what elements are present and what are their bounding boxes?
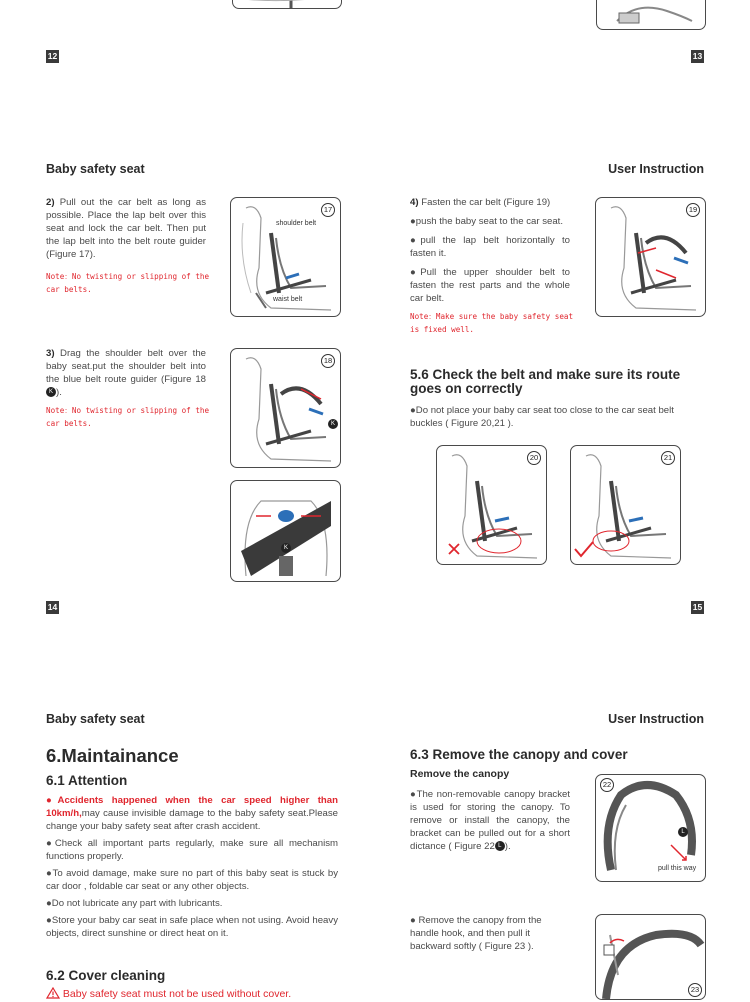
step-4-note: Note：Make sure the baby safety seat is fixed well. <box>410 312 574 334</box>
figure-20-number: 20 <box>527 451 541 465</box>
step-4-heading: Fasten the car belt (Figure 19) <box>421 197 551 208</box>
section-6-3-text-2: ● Remove the canopy from the handle hook, and then pull it backward softly ( Figure 23 ). <box>410 915 542 952</box>
figure-21-number: 21 <box>661 451 675 465</box>
step-2-number: 2) <box>46 197 55 208</box>
attention-bullet-3: ●To avoid damage, make sure no part of this baby seat is stuck by car door , foldable car seat or any other objects. <box>46 868 338 892</box>
figure-fragment-right <box>596 0 706 30</box>
section-5-6-title: 5.6 Check the belt and make sure its route goes on correctly <box>410 367 681 396</box>
page-number-14: 14 <box>47 602 58 612</box>
step-3-text <box>46 347 206 399</box>
step-4-bullet-2: ●pull the lap belt horizontally to fasten it. <box>410 235 570 259</box>
attention-bullet-1-red: ●Accidents happened when the car speed higher than 10km/h, <box>46 795 338 819</box>
section-6-3-text-1 <box>410 788 570 853</box>
step-3-body: Drag the shoulder belt over the baby seat.put the shoulder belt into the blue belt route guider (Figure 18 <box>46 348 206 385</box>
figure-23-number: 23 <box>688 983 702 997</box>
header-left-2: Baby safety seat <box>46 712 145 726</box>
figure-17-number: 17 <box>321 203 335 217</box>
step-3-note: Note：No twisting or slipping of the car belts. <box>46 406 210 428</box>
attention-bullet-1 <box>46 794 338 833</box>
step-2-text <box>46 196 206 261</box>
figure-19-number: 19 <box>686 203 700 217</box>
step-3-number: 3) <box>46 348 55 359</box>
step-4-bullet-1: ●push the baby seat to the car seat. <box>410 216 563 227</box>
attention-title: 6.1 Attention <box>46 773 128 788</box>
figure-18 <box>230 348 341 468</box>
figure-19 <box>595 197 706 317</box>
section-6-3-text-1-end: ). <box>504 841 511 852</box>
pull-this-way-label: pull this way <box>658 865 697 872</box>
attention-bullet-4: ●Do not lubricate any part with lubricants. <box>46 898 223 909</box>
figure-22-l-marker: L <box>678 827 688 837</box>
figure-22 <box>595 774 706 882</box>
k-marker-icon: K <box>46 387 56 397</box>
figure-17 <box>230 197 341 317</box>
step-2-body: Pull out the car belt as long as possible. Place the lap belt over this seat and lock the car belt. Then put the lap belt into the belt route guider (Figure 17). <box>46 197 206 260</box>
figure-fragment-left <box>232 0 342 9</box>
cover-warning-text: Baby safety seat must not be used without cover. <box>62 988 292 1000</box>
page-number-13: 13 <box>692 51 703 61</box>
header-right-2: User Instruction <box>608 712 704 726</box>
figure-18-k-marker: K <box>328 419 338 429</box>
cover-cleaning-title: 6.2 Cover cleaning <box>46 968 166 983</box>
step-2-note: Note：No twisting or slipping of the car belts. <box>46 272 210 294</box>
figure-20 <box>436 445 547 565</box>
l-marker-icon: L <box>495 841 505 851</box>
figure-21 <box>570 445 681 565</box>
figure-18-number: 18 <box>321 354 335 368</box>
figure-18-detail <box>230 480 341 582</box>
attention-bullet-1-rest: may cause invisible damage to the baby safety seat.Please change your baby safety seat after crash accident. <box>46 808 338 832</box>
remove-canopy-subtitle: Remove the canopy <box>410 768 510 780</box>
step-4-bullet-3: ●Pull the upper shoulder belt to fasten the rest parts and the whole car belt. <box>410 267 570 304</box>
figure-17-waist-belt-label: waist belt <box>273 296 303 303</box>
figure-17-shoulder-belt-label: shoulder belt <box>276 220 317 227</box>
maintenance-title: 6.Maintainance <box>46 745 179 766</box>
figure-18-detail-k-marker: K <box>281 543 291 553</box>
step-3-body-end: ). <box>56 387 62 398</box>
section-6-3-title: 6.3 Remove the canopy and cover <box>410 747 628 762</box>
figure-23 <box>595 914 706 1000</box>
header-left: Baby safety seat <box>46 162 145 176</box>
page-number-12: 12 <box>47 51 58 61</box>
header-right: User Instruction <box>608 162 704 176</box>
step-4-number: 4) <box>410 197 419 208</box>
step-4-title <box>410 196 575 209</box>
attention-bullet-5: ●Store your baby car seat in safe place when not using. Avoid heavy objects, direct sunshine or direct heat on it. <box>46 915 338 939</box>
section-6-3-text-1-body: ●The non-removable canopy bracket is used for storing the canopy. To remove or install the canopy, the bracket can be pulled out for a short dictance ( Figure 22 <box>410 789 570 852</box>
page-number-15: 15 <box>692 602 703 612</box>
attention-bullet-2: ●Check all important parts regularly, make sure all mechanism functions properly. <box>46 838 338 862</box>
figure-22-number: 22 <box>600 778 614 792</box>
section-5-6-text: ●Do not place your baby car seat too close to the car seat belt buckles ( Figure 20,21 ). <box>410 405 674 429</box>
